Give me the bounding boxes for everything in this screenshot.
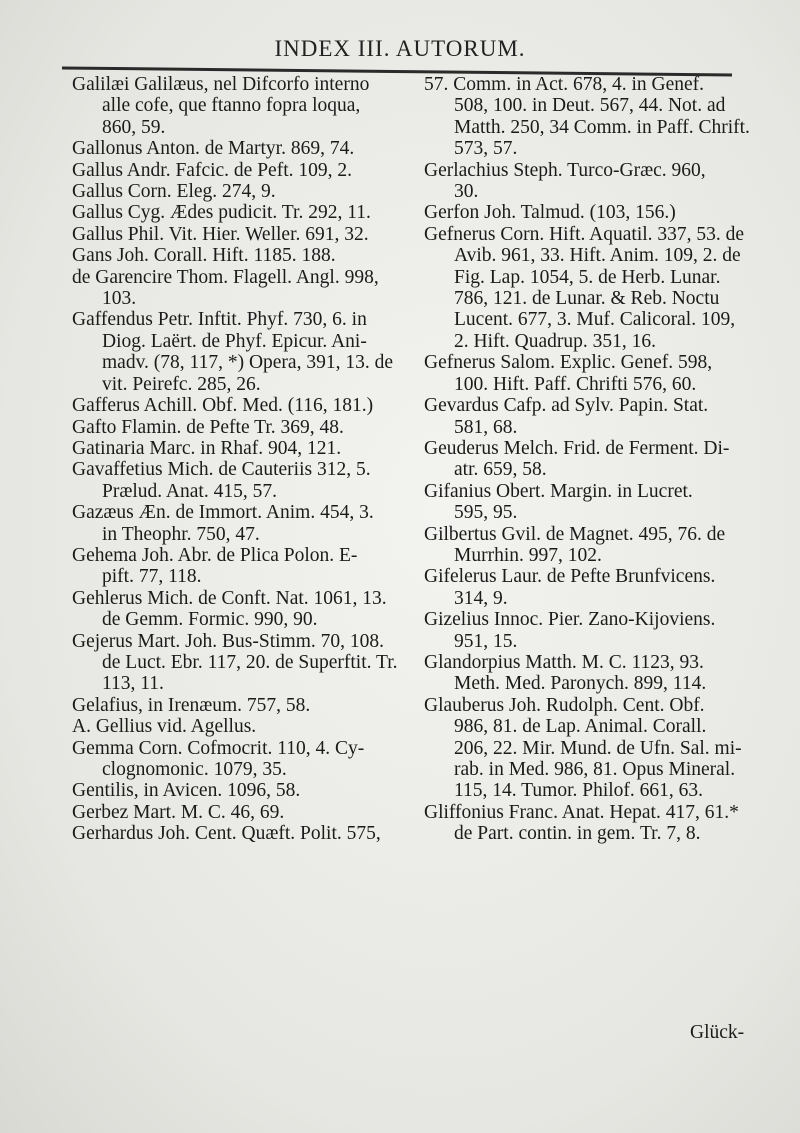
index-entry [424,438,754,481]
entry-line: Gilbertus Gvil. de Magnet. 495, 76. de [424,523,726,545]
index-entry [424,202,754,223]
entry-line: Galilæi Galilæus, nel Difcorfo interno [72,74,370,95]
catchword: Glück- [690,1022,745,1043]
entry-line: Gehema Joh. Abr. de Plica Polon. E- [72,544,358,566]
index-entry [72,738,417,781]
index-entry [72,545,417,588]
index-entry [72,74,417,138]
entry-line: pift. 77, 118. [102,566,202,588]
index-entry [424,224,754,352]
index-entry [72,438,417,459]
entry-line: Lucent. 677, 3. Muf. Calicoral. 109, [454,309,736,331]
entry-line: 508, 100. in Deut. 567, 44. Not. ad [454,95,726,117]
index-entry [72,181,417,202]
entry-line: atr. 659, 58. [454,459,547,481]
index-entry [72,823,417,844]
entry-line: Gallus Andr. Fafcic. de Peft. 109, 2. [72,159,352,181]
entry-line: 573, 57. [454,138,518,160]
index-entry [424,395,754,438]
entry-line: 951, 15. [454,630,518,652]
entry-line: Gans Joh. Corall. Hift. 1185. 188. [72,245,336,267]
entry-line: Gerbez Mart. M. C. 46, 69. [72,801,285,823]
entry-line: in Theophr. 750, 47. [102,523,260,545]
index-entry [72,138,417,159]
index-entry [424,802,754,845]
index-entry [72,417,417,438]
entry-line: Gefnerus Corn. Hift. Aquatil. 337, 53. de [424,223,745,245]
index-entry [72,309,417,395]
entry-line: Gazæus Æn. de Immort. Anim. 454, 3. [72,502,374,524]
entry-line: Gallus Corn. Eleg. 274, 9. [72,181,276,203]
entry-line: Gerlachius Steph. Turco-Græc. 960, [424,159,706,181]
entry-line: alle cofe, que ftanno fopra loqua, [102,95,361,117]
entry-line: Gaffendus Petr. Inftit. Phyf. 730, 6. in [72,309,367,331]
entry-line: Avib. 961, 33. Hift. Anim. 109, 2. de [454,245,741,267]
entry-line: Geuderus Melch. Frid. de Ferment. Di- [424,437,730,459]
index-entry [424,566,754,609]
entry-line: Gentilis, in Avicen. 1096, 58. [72,780,301,802]
entry-line: Fig. Lap. 1054, 5. de Herb. Lunar. [454,266,721,288]
index-entry [72,780,417,801]
entry-line: 57. Comm. in Act. 678, 4. in Genef. [424,74,705,95]
index-entry [424,352,754,395]
entry-line: 115, 14. Tumor. Philof. 661, 63. [454,780,704,802]
entry-line: Prælud. Anat. 415, 57. [102,480,277,502]
entry-line: A. Gellius vid. Agellus. [72,716,257,738]
entry-line: Gallus Cyg. Ædes pudicit. Tr. 292, 11. [72,202,371,224]
index-entry [72,245,417,266]
entry-line: Gifelerus Laur. de Pefte Brunfvicens. [424,566,716,588]
entry-line: Gejerus Mart. Joh. Bus-Stimm. 70, 108. [72,630,384,652]
index-entry [72,716,417,737]
index-entry [72,160,417,181]
entry-line: Meth. Med. Paronych. 899, 114. [454,673,707,695]
page-title: INDEX III. AUTORUM. [274,36,526,61]
entry-line: Gliffonius Franc. Anat. Hepat. 417, 61.* [424,801,739,823]
index-entry [424,652,754,695]
index-entry [424,609,754,652]
entry-line: Gefnerus Salom. Explic. Genef. 598, [424,352,713,374]
entry-line: 2. Hift. Quadrup. 351, 16. [454,330,657,352]
entry-line: 206, 22. Mir. Mund. de Ufn. Sal. mi- [454,737,742,759]
entry-line: Gafto Flamin. de Pefte Tr. 369, 48. [72,416,344,438]
index-entry [72,459,417,502]
entry-line: Gevardus Cafp. ad Sylv. Papin. Stat. [424,395,709,417]
entry-line: Gatinaria Marc. in Rhaf. 904, 121. [72,437,342,459]
entry-line: Gafferus Achill. Obf. Med. (116, 181.) [72,395,374,417]
entry-line: Glauberus Joh. Rudolph. Cent. Obf. [424,694,705,716]
entry-line: 860, 59. [102,116,166,138]
entry-line: 786, 121. de Lunar. & Reb. Noctu [454,288,720,310]
entry-line: 314, 9. [454,587,508,609]
index-entry [72,224,417,245]
entry-line: 986, 81. de Lap. Animal. Corall. [454,716,707,738]
entry-line: 113, 11. [102,673,164,695]
entry-line: 103. [102,288,137,310]
entry-line: Gavaffetius Mich. de Cauteriis 312, 5. [72,459,371,481]
entry-line: Gehlerus Mich. de Conft. Nat. 1061, 13. [72,587,387,609]
index-entry [424,524,754,567]
entry-line: vit. Peirefc. 285, 26. [102,373,261,395]
entry-line: rab. in Med. 986, 81. Opus Mineral. [454,759,736,780]
entry-line: 581, 68. [454,416,518,438]
entry-line: Matth. 250, 34 Comm. in Paff. Chrift. [454,116,750,138]
index-entry [72,802,417,823]
entry-line: 595, 95. [454,502,518,524]
entry-line: 100. Hift. Paff. Chrifti 576, 60. [454,373,697,395]
entry-line: Gifanius Obert. Margin. in Lucret. [424,480,693,502]
entry-line: de Gemm. Formic. 990, 90. [102,609,318,631]
index-entry [72,695,417,716]
entry-line: Gelafius, in Irenæum. 757, 58. [72,694,311,716]
entry-line: de Part. contin. in gem. Tr. 7, 8. [454,823,701,845]
entry-line: Gerfon Joh. Talmud. (103, 156.) [424,202,676,224]
entry-line: de Luct. Ebr. 117, 20. de Superftit. Tr. [102,651,398,673]
entry-line: Gemma Corn. Cofmocrit. 110, 4. Cy- [72,737,365,759]
index-entry [72,395,417,416]
entry-line: Glandorpius Matth. M. C. 1123, 93. [424,651,704,673]
index-entry [424,481,754,524]
entry-line: Gizelius Innoc. Pier. Zano-Kijoviens. [424,609,716,631]
entry-line: Gallonus Anton. de Martyr. 869, 74. [72,138,355,160]
left-column [72,74,417,845]
index-entry [424,160,754,203]
entry-line: madv. (78, 117, *) Opera, 391, 13. de [102,352,393,374]
index-entry [72,502,417,545]
right-column [424,74,754,845]
entry-line: 30. [454,181,479,203]
entry-line: Murrhin. 997, 102. [454,544,602,566]
entry-line: Gallus Phil. Vit. Hier. Weller. 691, 32. [72,223,369,245]
index-entry [72,588,417,631]
entry-line: de Garencire Thom. Flagell. Angl. 998, [72,266,379,288]
index-entry [424,74,754,160]
index-entry [72,631,417,695]
entry-line: Diog. Laërt. de Phyf. Epicur. Ani- [102,330,367,352]
index-entry [72,267,417,310]
entry-line: clognomonic. 1079, 35. [102,759,287,780]
index-entry [72,202,417,223]
entry-line: Gerhardus Joh. Cent. Quæft. Polit. 575, [72,823,381,845]
index-entry [424,695,754,802]
